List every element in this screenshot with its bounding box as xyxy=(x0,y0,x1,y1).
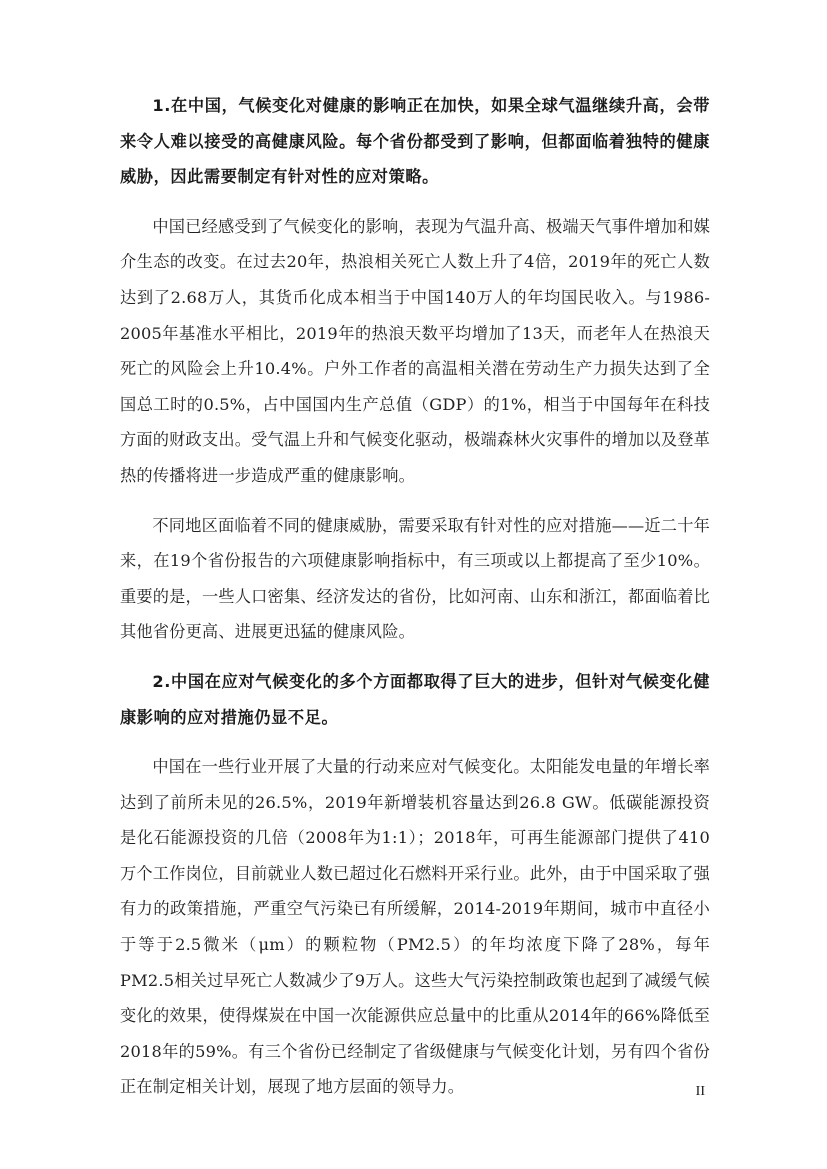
section-heading-2: 2.中国在应对气候变化的多个方面都取得了巨大的进步，但针对气候变化健康影响的应对措施仍显不足。 xyxy=(120,671,710,727)
body-paragraph-1: 中国已经感受到了气候变化的影响，表现为气温升高、极端天气事件增加和媒介生态的改变。在过去20年，热浪相关死亡人数上升了4倍，2019年的死亡人数达到了2.68万人，其货币化成本相当于中国140万人的年均国民收入。与1986-2005年基准水平相比，2019年的热浪天数平均增加了13天，而老年人在热浪天死亡的风险会上升10.4%。户外工作者的高温相关潜在劳动生产力损失达到了全国总工时的0.5%，占中国国内生产总值（GDP）的1%，相当于中国每年在科技方面的财政支出。受气温上升和气候变化驱动，极端森林火灾事件的增加以及登革热的传播将进一步造成严重的健康影响。 xyxy=(120,216,710,485)
section-heading-1: 1.在中国，气候变化对健康的影响正在加快，如果全球气温继续升高，会带来令人难以接受的高健康风险。每个省份都受到了影响，但都面临着独特的健康威胁，因此需要制定有针对性的应对策略。 xyxy=(120,96,710,187)
body-paragraph-2: 不同地区面临着不同的健康威胁，需要采取有针对性的应对措施——近二十年来，在19个省份报告的六项健康影响指标中，有三项或以上都提高了至少10%。重要的是，一些人口密集、经济发达的省份，比如河南、山东和浙江，都面临着比其他省份更高、进展更迅猛的健康风险。 xyxy=(120,515,710,642)
page-number: II xyxy=(695,1084,705,1099)
page-content xyxy=(120,88,710,1119)
body-paragraph-3: 中国在一些行业开展了大量的行动来应对气候变化。太阳能发电量的年增长率达到了前所未见的26.5%，2019年新增装机容量达到26.8 GW。低碳能源投资是化石能源投资的几倍（2008年为1:1）；2018年，可再生能源部门提供了410万个工作岗位，目前就业人数已超过化石燃料开采行业。此外，由于中国采取了强有力的政策措施，严重空气污染已有所缓解，2014-2019年期间，城市中直径小于等于2.5微米（μm）的颗粒物（PM2.5）的年均浓度下降了28%，每年PM2.5相关过早死亡人数减少了9万人。这些大气污染控制政策也起到了减缓气候变化的效果，使得煤炭在中国一次能源供应总量中的比重从2014年的66%降低至2018年的59%。有三个省份已经制定了省级健康与气候变化计划，另有四个省份正在制定相关计划，展现了地方层面的领导力。 xyxy=(120,757,710,1097)
